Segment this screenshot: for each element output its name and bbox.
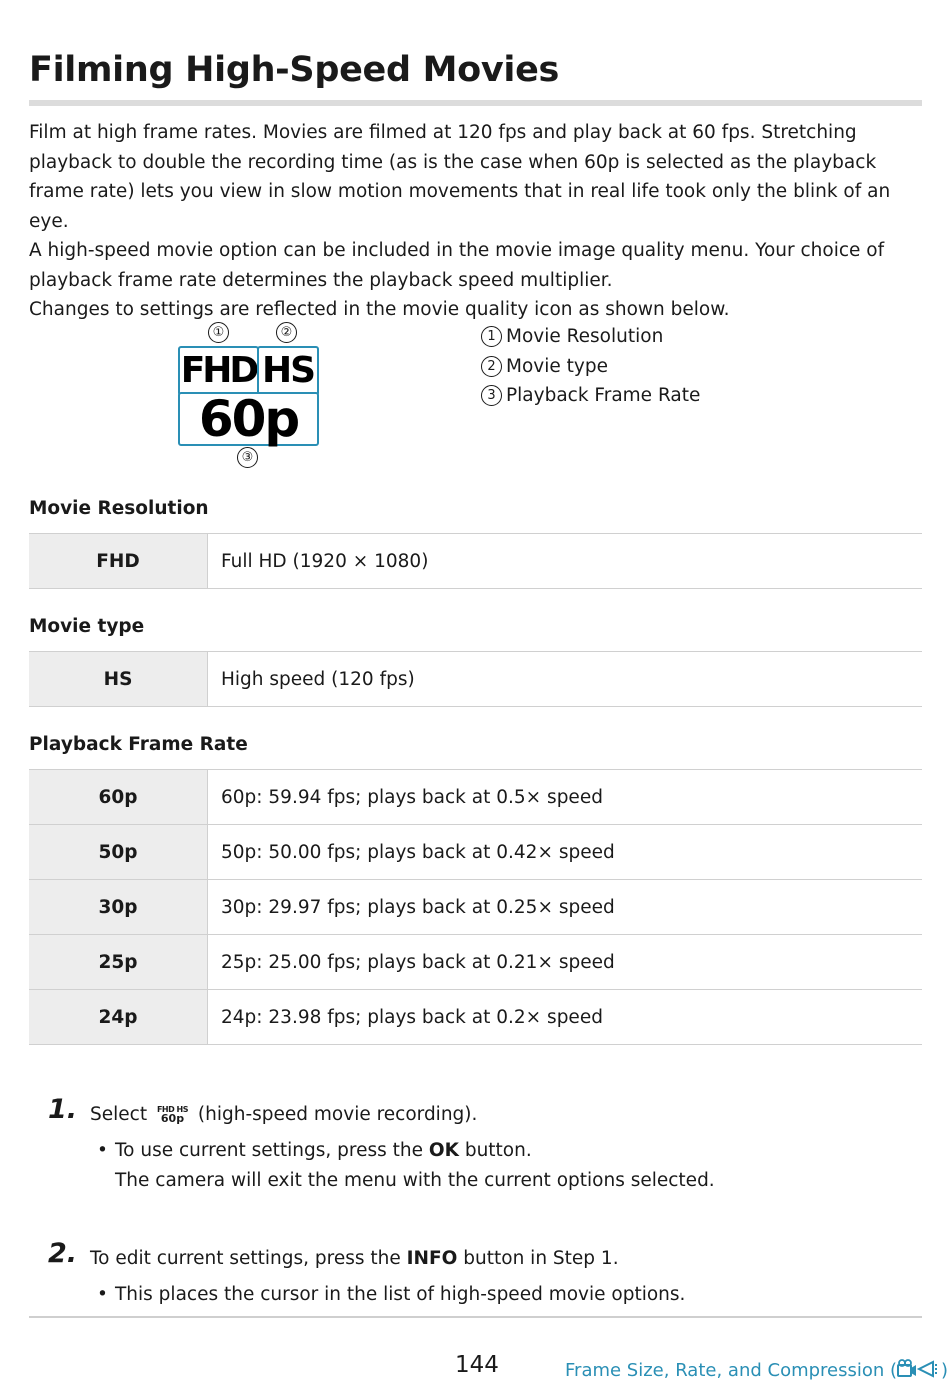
table-row xyxy=(29,770,922,825)
table-value: 60p: 59.94 fps; plays back at 0.5× speed xyxy=(208,770,923,825)
bullet-continuation: The camera will exit the menu with the current options selected. xyxy=(115,1169,715,1191)
movie-quality-icon-diagram xyxy=(178,320,323,475)
legend-marker: 3 xyxy=(481,385,502,406)
frame-rate-badge: 60p xyxy=(178,392,319,446)
marker-2: ② xyxy=(276,322,297,343)
table-row xyxy=(29,652,922,707)
section-heading-frame-rate: Playback Frame Rate xyxy=(29,734,248,755)
bullet-dot-icon: • xyxy=(97,1284,108,1305)
frame-rate-table xyxy=(29,769,922,1045)
step-2-post: button in Step 1. xyxy=(463,1248,619,1269)
table-key: 24p xyxy=(29,990,208,1045)
movie-camera-icon xyxy=(897,1359,941,1379)
step-2-text xyxy=(90,1244,619,1274)
info-button-label: INFO xyxy=(406,1248,458,1269)
section-heading-type: Movie type xyxy=(29,616,145,637)
legend-item xyxy=(481,322,700,352)
step-1-number: 1. xyxy=(48,1094,78,1125)
legend-label: Movie Resolution xyxy=(506,326,664,347)
table-row xyxy=(29,990,922,1045)
resolution-badge: FHD xyxy=(178,346,259,396)
icon-legend xyxy=(481,322,700,411)
table-key: HS xyxy=(29,652,208,707)
table-value: 50p: 50.00 fps; plays back at 0.42× speed xyxy=(208,825,923,880)
intro-paragraph: A high-speed movie option can be included in the movie image quality menu. Your choice of playback frame rate determines the playback speed multiplier. xyxy=(29,240,885,291)
icon-top-label: FHD HS xyxy=(156,1105,189,1114)
table-row xyxy=(29,534,922,589)
legend-marker: 1 xyxy=(481,326,502,347)
step-1-pre: Select xyxy=(90,1104,148,1125)
legend-label: Playback Frame Rate xyxy=(506,385,701,406)
type-badge: HS xyxy=(257,346,319,396)
legend-item xyxy=(481,381,700,411)
resolution-table xyxy=(29,533,922,589)
table-value: 25p: 25.00 fps; plays back at 0.21× speed xyxy=(208,935,923,990)
table-key: 25p xyxy=(29,935,208,990)
table-value: 24p: 23.98 fps; plays back at 0.2× speed xyxy=(208,990,923,1045)
type-table xyxy=(29,651,922,707)
step-1-post: (high-speed movie recording). xyxy=(197,1104,478,1125)
legend-item xyxy=(481,352,700,382)
bullet-text: To use current settings, press the xyxy=(115,1140,423,1161)
intro-paragraph: Changes to settings are reflected in the movie quality icon as shown below. xyxy=(29,299,730,320)
marker-1: ① xyxy=(208,322,229,343)
footer-link-text: Frame Size, Rate, and Compression ( xyxy=(565,1360,898,1381)
step-1-bullet xyxy=(97,1136,715,1195)
section-heading-resolution: Movie Resolution xyxy=(29,498,209,519)
bullet-dot-icon: • xyxy=(97,1140,108,1161)
table-key: 30p xyxy=(29,880,208,935)
table-value: High speed (120 fps) xyxy=(208,652,923,707)
icon-bottom-label: 60p xyxy=(160,1112,185,1125)
bullet-text: button. xyxy=(464,1140,532,1161)
table-row xyxy=(29,880,922,935)
step-2-pre: To edit current settings, press the xyxy=(90,1248,401,1269)
step-1-text xyxy=(90,1100,477,1130)
step-2-bullet xyxy=(97,1280,685,1310)
footer-section-link[interactable] xyxy=(565,1359,948,1381)
footer-divider xyxy=(29,1316,922,1318)
page-title: Filming High-Speed Movies xyxy=(29,50,560,90)
legend-marker: 2 xyxy=(481,356,502,377)
intro-text xyxy=(29,118,922,325)
table-row xyxy=(29,825,922,880)
table-key: 60p xyxy=(29,770,208,825)
bullet-text: This places the cursor in the list of high-speed movie options. xyxy=(115,1284,686,1305)
table-value: 30p: 29.97 fps; plays back at 0.25× speed xyxy=(208,880,923,935)
footer-link-close: ) xyxy=(941,1360,949,1381)
high-speed-movie-icon xyxy=(157,1105,188,1123)
legend-label: Movie type xyxy=(506,355,608,377)
page-number: 144 xyxy=(455,1352,499,1378)
table-row xyxy=(29,935,922,990)
marker-3: ③ xyxy=(237,447,258,468)
table-key: FHD xyxy=(29,534,208,589)
table-key: 50p xyxy=(29,825,208,880)
ok-button-label: OK xyxy=(428,1140,459,1161)
step-2-number: 2. xyxy=(48,1238,78,1269)
table-value: Full HD (1920 × 1080) xyxy=(208,534,923,589)
intro-paragraph: Film at high frame rates. Movies are filmed at 120 fps and play back at 60 fps. Stretching playback to double the recording time (as is the case when 60p is selected as the playback frame rate) lets you view in slow motion movements that in real life took only the blink of an eye. xyxy=(29,122,891,232)
title-underline xyxy=(29,100,922,106)
